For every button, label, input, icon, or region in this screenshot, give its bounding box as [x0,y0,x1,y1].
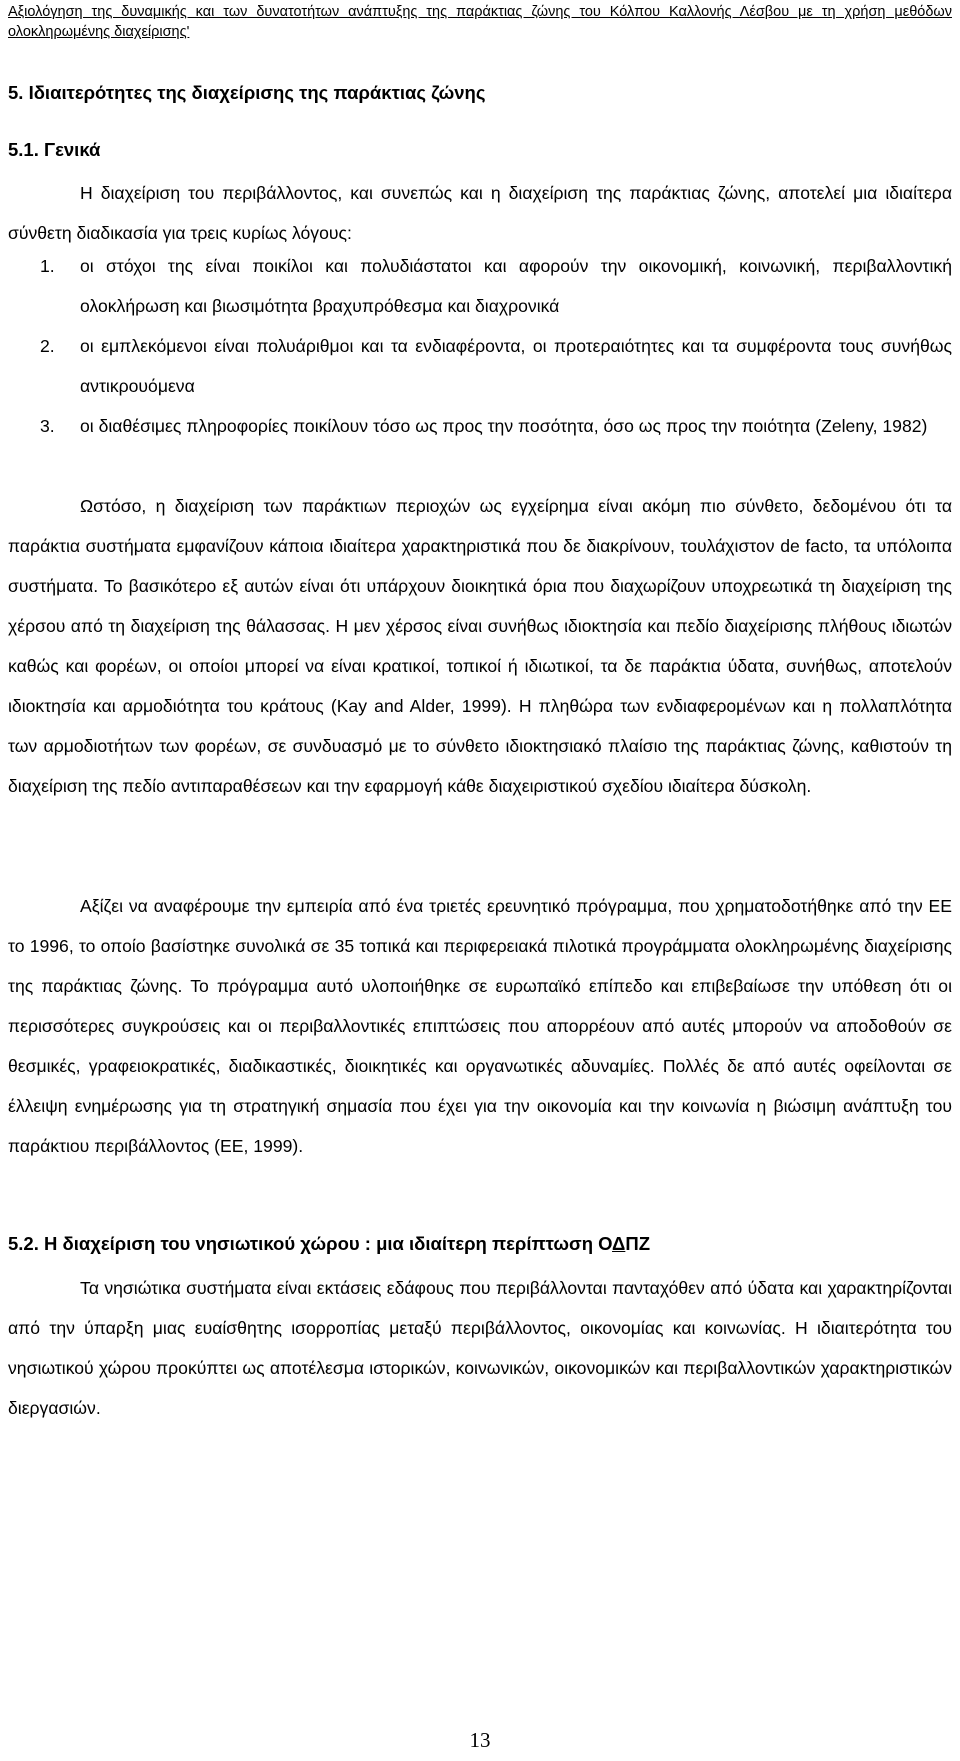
list-text: οι στόχοι της είναι ποικίλοι και πολυδιάστατοι και αφορούν την οικονομική, κοινωνική, περιβαλλοντική ολοκλήρωση και βιωσιμότητα βραχυπρόθεσμα και διαχρονικά [80,256,952,316]
island-systems-paragraph [8,1268,952,1428]
running-header: Αξιολόγηση της δυναμικής και των δυνατοτήτων ανάπτυξης της παράκτιας ζώνης του Κόλπου Καλλονής Λέσβου με τη χρήση μεθόδων ολοκληρωμένης διαχείρισης' [8,4,952,40]
island-systems-text: Τα νησιώτικα συστήματα είναι εκτάσεις εδάφους που περιβάλλονται πανταχόθεν από ύδατα και χαρακτηρίζονται από την ύπαρξη μιας ευαίσθητης ισορροπίας μεταξύ περιβάλλοντος, οικονομίας και κοινωνίας. Η ιδιαιτερότητα του νησιωτικού χώρου προκύπτει ως αποτέλεσμα ιστορικών, κοινωνικών, οικονομικών και περιβαλλοντικών χαρακτηριστικών διεργασιών. [8,1278,952,1418]
list-number: 1. [40,256,55,276]
underlined-letter: Δ [612,1233,626,1254]
body-paragraph-eu-programme [8,886,952,1166]
list-item [8,406,952,446]
page-number: 13 [469,1728,491,1752]
complexity-text: Ωστόσο, η διαχείριση των παράκτιων περιοχών ως εγχείρημα είναι ακόμη πιο σύνθετο, δεδομένου ότι τα παράκτια συστήματα εμφανίζουν κάποια ιδιαίτερα χαρακτηριστικά που δε διακρίνουν, τουλάχιστον de facto, τα υπόλοιπα συστήματα. Το βασικότερο εξ αυτών είναι ότι υπάρχουν διοικητικά όρια που διαχωρίζουν υποχρεωτικά τη διαχείριση της χέρσου από τη διαχείριση της θάλασσας. Η μεν χέρσος είναι συνήθως ιδιοκτησία και πεδίο διαχείρισης πλήθους ιδιωτών καθώς και φορέων, οι οποίοι μπορεί να είναι κρατικοί, τοπικοί ή ιδιωτικοί, τα δε παράκτια ύδατα, συνήθως, αποτελούν ιδιοκτησία και αρμοδιότητα του κράτους (Kay and Alder, 1999). Η πληθώρα των ενδιαφερομένων και η πολλαπλότητα των αρμοδιοτήτων των φορέων, σε συνδυασμό με το σύνθετο ιδιοκτησιακό πλαίσιο της παράκτιας ζώνης, καθιστούν τη διαχείριση της πεδίο αντιπαραθέσεων και την εφαρμογή κάθε διαχειριστικού σχεδίου ιδιαίτερα δύσκολη. [8,496,952,796]
list-item [8,326,952,406]
intro-paragraph [8,173,952,253]
intro-text: Η διαχείριση του περιβάλλοντος, και συνεπώς και η διαχείριση της παράκτιας ζώνης, αποτελεί μια ιδιαίτερα σύνθετη διαδικασία για τρεις κυρίως λόγους: [8,183,952,243]
section-5-heading: 5. Ιδιαιτερότητες της διαχείρισης της παράκτιας ζώνης [8,82,486,103]
list-text: οι εμπλεκόμενοι είναι πολυάριθμοι και τα ενδιαφέροντα, οι προτεραιότητες και τα συμφέροντα τους συνήθως αντικρουόμενα [80,336,952,396]
eu-programme-text: Αξίζει να αναφέρουμε την εμπειρία από ένα τριετές ερευνητικό πρόγραμμα, που χρηματοδοτήθηκε από την ΕΕ το 1996, το οποίο βασίστηκε συνολικά σε 35 τοπικά και περιφερειακά πιλοτικά προγράμματα ολοκληρωμένης διαχείρισης της παράκτιας ζώνης. Το πρόγραμμα αυτό υλοποιήθηκε σε ευρωπαϊκό επίπεδο και επιβεβαίωσε την υπόθεση ότι οι περισσότερες συγκρούσεις και οι περιβαλλοντικές επιπτώσεις που απορρέουν από αυτές μπορούν να αποδοθούν σε θεσμικές, γραφειοκρατικές, διαδικαστικές, διοικητικές και οργανωτικές αδυναμίες. Πολλές δε από αυτές οφείλονται σε έλλειψη ενημέρωσης για τη στρατηγική σημασία που έχει για την οικονομία και την κοινωνία η βιώσιμη ανάπτυξη του παράκτιου περιβάλλοντος (ΕΕ, 1999). [8,896,952,1156]
reasons-list [8,246,952,446]
list-item [8,246,952,326]
list-number: 2. [40,336,55,356]
body-paragraph-complexity [8,486,952,806]
section-5-1-heading: 5.1. Γενικά [8,139,101,160]
list-text: οι διαθέσιμες πληροφορίες ποικίλουν τόσο ως προς την ποσότητα, όσο ως προς την ποιότητα (Zeleny, 1982) [80,416,928,436]
list-number: 3. [40,416,55,436]
section-5-2-heading: 5.2. Η διαχείριση του νησιωτικού χώρου : μια ιδιαίτερη περίπτωση ΟΔΠΖ [8,1233,651,1254]
